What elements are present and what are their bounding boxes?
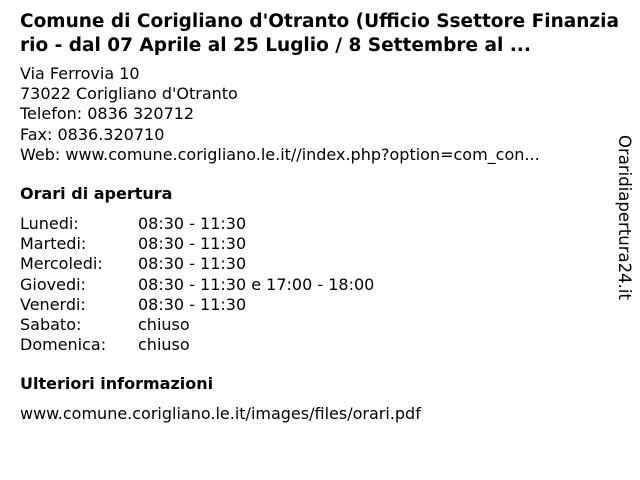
hours-row-saturday — [20, 315, 374, 335]
opening-hours-table — [20, 214, 374, 355]
hours-time: 08:30 - 11:30 e 17:00 - 18:00 — [138, 274, 375, 294]
hours-time: 08:30 - 11:30 — [138, 234, 247, 254]
hours-row-thursday — [20, 275, 374, 295]
page-title: Comune di Corigliano d'Otranto (Ufficio Ssettore Finanziario - dal 07 Aprile al 25 Luglio / 8 Settembre al ... — [20, 11, 620, 56]
hours-row-friday — [20, 295, 374, 315]
hours-time: chiuso — [138, 315, 190, 335]
address-street: Via Ferrovia 10 — [20, 64, 140, 83]
address-city: 73022 Corigliano d'Otranto — [20, 84, 238, 104]
address-fax: Fax: 0836.320710 — [20, 124, 165, 144]
address-phone: Telefon: 0836 320712 — [20, 104, 195, 124]
more-info-link[interactable]: www.comune.corigliano.le.it/images/files/orari.pdf — [20, 404, 421, 423]
hours-time: 08:30 - 11:30 — [138, 214, 247, 233]
hours-day: Giovedi: — [20, 274, 86, 294]
site-watermark: Oraridiapertura24.it — [615, 135, 634, 300]
hours-row-wednesday — [20, 254, 374, 274]
hours-day: Martedi: — [20, 234, 87, 254]
opening-hours-heading: Orari di apertura — [20, 184, 173, 203]
more-info-heading: Ulteriori informazioni — [20, 374, 214, 393]
hours-day: Venerdi: — [20, 294, 86, 314]
hours-day: Mercoledi: — [20, 254, 103, 274]
hours-day: Sabato: — [20, 315, 82, 335]
address-block — [20, 64, 610, 165]
hours-time: chiuso — [138, 335, 190, 355]
hours-row-monday — [20, 214, 374, 234]
hours-time: 08:30 - 11:30 — [138, 254, 247, 274]
hours-row-tuesday — [20, 234, 374, 254]
hours-day: Domenica: — [20, 335, 107, 355]
hours-row-sunday — [20, 335, 374, 355]
address-web: Web: www.comune.corigliano.le.it//index.php?option=com_con... — [20, 144, 540, 164]
hours-time: 08:30 - 11:30 — [138, 294, 247, 314]
hours-day: Lunedi: — [20, 214, 79, 233]
